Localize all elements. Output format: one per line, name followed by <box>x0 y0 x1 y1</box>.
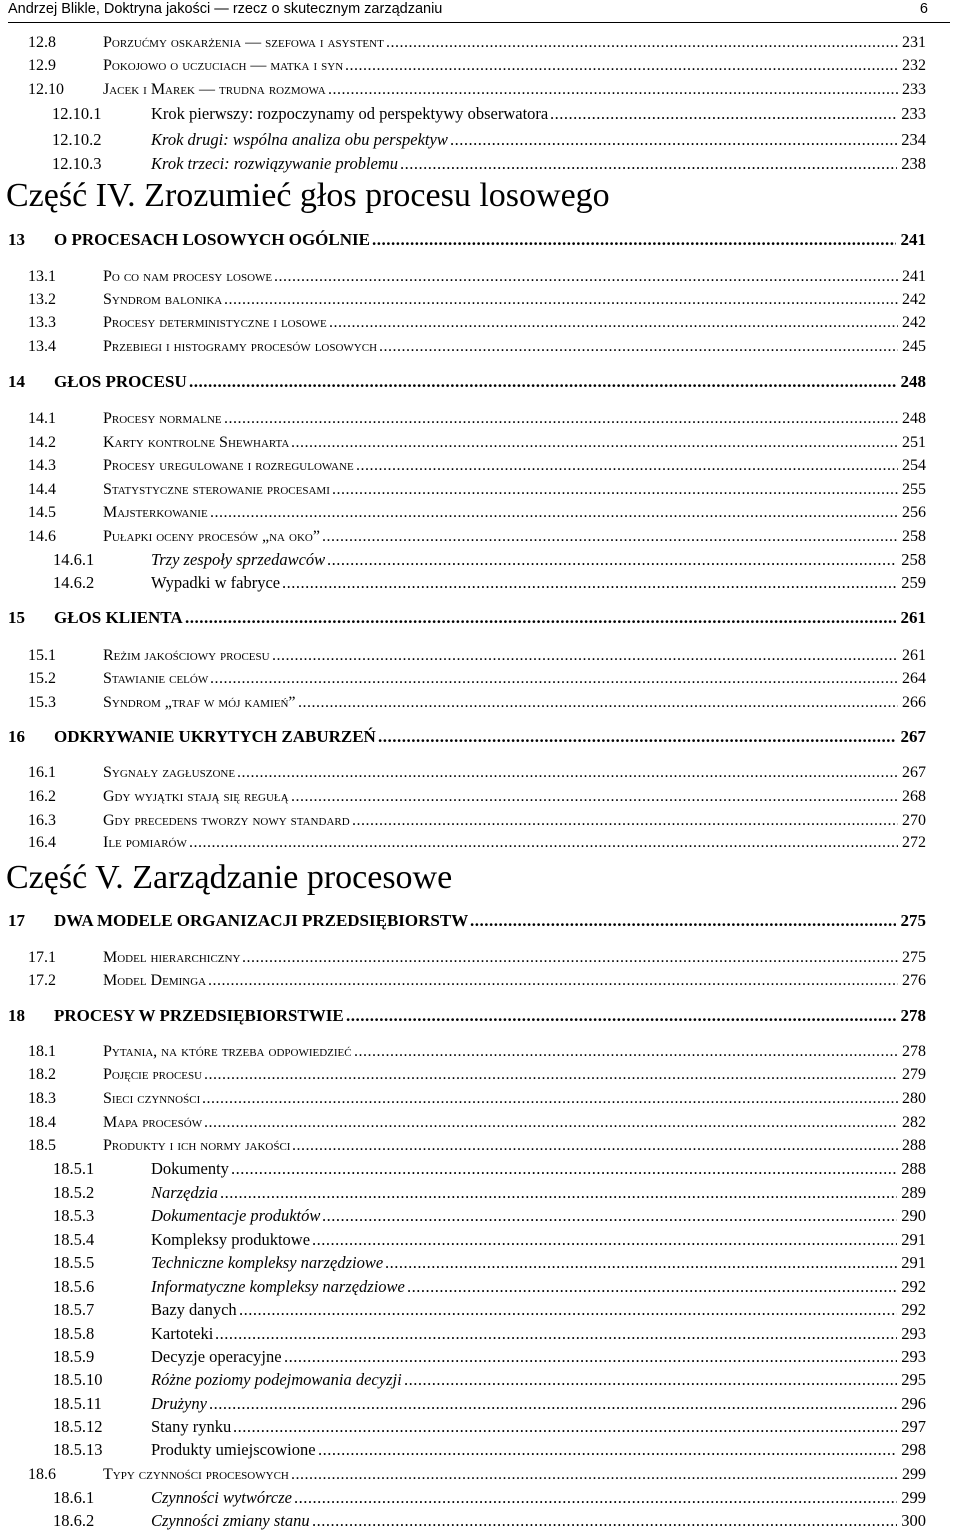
dot-leader <box>379 336 898 358</box>
toc-entry[interactable] <box>0 1064 926 1086</box>
toc-entry[interactable] <box>0 1487 926 1509</box>
dot-leader <box>354 1041 898 1063</box>
toc-entry-number: 18.5.12 <box>53 1417 103 1436</box>
toc-entry-page: 245 <box>900 336 926 358</box>
toc-entry-page: 242 <box>900 312 926 334</box>
toc-entry[interactable] <box>0 1182 926 1204</box>
toc-entry-number: 18.1 <box>28 1043 56 1060</box>
toc-entry-page: 290 <box>901 1206 926 1225</box>
toc-entry[interactable] <box>0 970 926 992</box>
toc-entry-title: ODKRYWANIE UKRYTYCH ZABURZEŃ <box>54 727 376 746</box>
toc-entry[interactable] <box>0 1135 926 1157</box>
toc-entry-page: 264 <box>900 668 926 690</box>
toc-entry[interactable] <box>0 1112 926 1134</box>
toc-entry[interactable] <box>0 1158 926 1180</box>
dot-leader <box>233 1416 897 1438</box>
dot-leader <box>274 266 898 288</box>
toc-entry-number: 12.10.1 <box>52 104 102 123</box>
toc-entry-title: Kompleksy produktowe <box>151 1230 311 1249</box>
dot-leader <box>294 1487 897 1509</box>
toc-entry-number: 16.3 <box>28 812 56 829</box>
toc-entry-number: 14.4 <box>28 481 56 498</box>
toc-entry-title: Procesy uregulowane i rozregulowane <box>103 457 354 474</box>
toc-entry[interactable] <box>0 1464 926 1486</box>
toc-entry[interactable] <box>0 312 926 334</box>
toc-entry-title: Po co nam procesy losowe <box>103 268 273 285</box>
dot-leader <box>327 549 897 571</box>
toc-entry-title: Typy czynności procesowych <box>103 1466 289 1483</box>
dot-leader <box>189 371 896 393</box>
dot-leader <box>291 786 898 808</box>
toc-entry-title: Czynności zmiany stanu <box>151 1511 310 1530</box>
toc-entry-title: Kartoteki <box>151 1324 214 1343</box>
toc-entry-page: 255 <box>900 479 926 501</box>
toc-entry-number: 13.4 <box>28 338 56 355</box>
toc-entry-title: Decyzje operacyjne <box>151 1347 282 1366</box>
toc-entry[interactable] <box>0 1299 926 1321</box>
toc-entry[interactable] <box>0 1393 926 1415</box>
header-title: Andrzej Blikle, Doktryna jakości — rzecz o skutecznym zarządzaniu <box>8 1 443 17</box>
toc-entry-number: 14.6.2 <box>53 573 95 592</box>
toc-entry-title: Sieci czynności <box>103 1090 201 1107</box>
toc-entry-title: Przebiegi i histogramy procesów losowych <box>103 338 378 355</box>
toc-entry-title: Trzy zespoły sprzedawców <box>151 550 326 569</box>
dot-leader <box>404 1369 897 1391</box>
toc-entry-page: 291 <box>901 1253 926 1272</box>
toc-entry-number: 15 <box>8 608 25 627</box>
dot-leader <box>328 79 898 101</box>
toc-entry[interactable] <box>0 1088 926 1110</box>
toc-entry-number: 14.5 <box>28 504 56 521</box>
dot-leader <box>372 229 896 251</box>
toc-entry[interactable] <box>0 726 926 748</box>
toc-entry-page: 282 <box>900 1112 926 1134</box>
toc-entry[interactable] <box>0 1276 926 1298</box>
toc-entry[interactable] <box>0 762 926 784</box>
toc-entry-title: DWA MODELE ORGANIZACJI PRZEDSIĘBIORSTW <box>54 911 469 930</box>
toc-entry-title: Sygnały zagłuszone <box>103 764 236 781</box>
toc-entry-title: Pytania, na które trzeba odpowiedzieć <box>103 1043 352 1060</box>
toc-entry-page: 268 <box>900 786 926 808</box>
toc-entry-number: 18.3 <box>28 1090 56 1107</box>
dot-leader <box>550 103 897 125</box>
dot-leader <box>210 502 898 524</box>
part-heading: Część V. Zarządzanie procesowe <box>6 859 453 896</box>
toc-entry-title: Mapa procesów <box>103 1114 203 1131</box>
toc-entry-page: 238 <box>901 154 926 173</box>
toc-entry-page: 300 <box>901 1511 926 1530</box>
dot-leader <box>312 1229 897 1251</box>
toc-entry-number: 14.3 <box>28 457 56 474</box>
toc-entry-title: Procesy deterministyczne i losowe <box>103 314 327 331</box>
toc-entry-number: 18.6.1 <box>53 1488 95 1507</box>
toc-entry[interactable] <box>0 1252 926 1274</box>
toc-entry-title: GŁOS KLIENTA <box>54 608 183 627</box>
toc-entry-number: 13.3 <box>28 314 56 331</box>
toc-entry-page: 276 <box>900 970 926 992</box>
toc-entry-page: 270 <box>900 810 926 832</box>
toc-entry[interactable] <box>0 1510 926 1532</box>
dot-leader <box>189 832 898 854</box>
toc-entry[interactable] <box>0 786 926 808</box>
toc-entry-title: Gdy precedens tworzy nowy standard <box>103 812 350 829</box>
toc-entry-title: PROCESY W PRZEDSIĘBIORSTWIE <box>54 1006 344 1025</box>
dot-leader <box>284 1346 897 1368</box>
toc-entry-number: 15.3 <box>28 694 56 711</box>
dot-leader <box>322 526 898 548</box>
dot-leader <box>224 408 898 430</box>
toc-entry-page: 299 <box>901 1488 926 1507</box>
toc-entry-page: 254 <box>900 455 926 477</box>
toc-entry-page: 289 <box>901 1183 926 1202</box>
toc-entry-number: 18.5.5 <box>53 1253 95 1272</box>
toc-entry-title: Jacek i Marek — trudna rozmowa <box>103 81 326 98</box>
dot-leader <box>237 762 898 784</box>
toc-entry-title: O PROCESACH LOSOWYCH OGÓLNIE <box>54 230 370 249</box>
toc-entry-page: 292 <box>901 1277 926 1296</box>
toc-entry-page: 292 <box>901 1300 926 1319</box>
toc-entry-page: 293 <box>901 1324 926 1343</box>
toc-entry-page: 248 <box>900 372 926 391</box>
dot-leader <box>298 692 898 714</box>
toc-entry-title: Pojęcie procesu <box>103 1066 203 1083</box>
toc-entry-page: 298 <box>901 1440 926 1459</box>
toc-entry-page: 278 <box>900 1006 926 1025</box>
toc-entry-page: 299 <box>900 1464 926 1486</box>
dot-leader <box>378 726 896 748</box>
dot-leader <box>185 607 896 629</box>
dot-leader <box>272 645 898 667</box>
toc-entry-page: 295 <box>901 1370 926 1389</box>
dot-leader <box>242 947 898 969</box>
toc-entry-number: 14.1 <box>28 410 56 427</box>
toc-entry[interactable] <box>0 32 926 54</box>
toc-entry-title: Bazy danych <box>151 1300 237 1319</box>
dot-leader <box>318 1439 897 1461</box>
toc-entry-number: 16.2 <box>28 788 56 805</box>
dot-leader <box>356 455 898 477</box>
dot-leader <box>312 1510 897 1532</box>
dot-leader <box>400 153 897 175</box>
toc-entry-title: Model hierarchiczny <box>103 949 241 966</box>
toc-entry-page: 297 <box>901 1417 926 1436</box>
toc-entry-page: 261 <box>900 608 926 627</box>
toc-entry-page: 291 <box>901 1230 926 1249</box>
toc-entry-number: 17.1 <box>28 949 56 966</box>
toc-entry[interactable] <box>0 336 926 358</box>
toc-entry-number: 18.5.10 <box>53 1370 103 1389</box>
toc-entry[interactable] <box>0 479 926 501</box>
toc-entry-page: 275 <box>900 947 926 969</box>
toc-entry-number: 17.2 <box>28 972 56 989</box>
toc-entry-number: 18.5.11 <box>53 1394 102 1413</box>
toc-entry[interactable] <box>0 1346 926 1368</box>
dot-leader <box>450 129 897 151</box>
toc-entry-page: 234 <box>901 130 926 149</box>
toc-entry-title: Krok trzeci: rozwiązywanie problemu <box>151 154 399 173</box>
toc-entry-title: Syndrom „traf w mój kamień” <box>103 694 296 711</box>
running-header <box>8 0 950 23</box>
toc-entry[interactable] <box>0 432 926 454</box>
toc-entry-number: 18.5.4 <box>53 1230 95 1249</box>
toc-entry-number: 18 <box>8 1006 25 1025</box>
toc-entry-title: Reżim jakościowy procesu <box>103 647 270 664</box>
toc-entry-page: 233 <box>901 104 926 123</box>
toc-entry[interactable] <box>0 408 926 430</box>
toc-entry-number: 15.1 <box>28 647 56 664</box>
toc-entry[interactable] <box>0 572 926 594</box>
toc-entry-number: 16 <box>8 727 25 746</box>
toc-entry-title: Dokumenty <box>151 1159 229 1178</box>
toc-entry[interactable] <box>0 1205 926 1227</box>
toc-entry-title: Gdy wyjątki stają się regułą <box>103 788 289 805</box>
toc-entry-number: 18.5.9 <box>53 1347 95 1366</box>
toc-entry[interactable] <box>0 502 926 524</box>
dot-leader <box>239 1299 897 1321</box>
dot-leader <box>329 312 898 334</box>
toc-entry-number: 14.6 <box>28 528 56 545</box>
dot-leader <box>332 479 898 501</box>
toc-entry-number: 18.2 <box>28 1066 56 1083</box>
toc-entry-page: 241 <box>900 230 926 249</box>
toc-entry[interactable] <box>0 153 926 175</box>
toc-entry[interactable] <box>0 1005 926 1027</box>
toc-entry-number: 14.2 <box>28 434 56 451</box>
dot-leader <box>470 910 896 932</box>
toc-entry-title: Syndrom balonika <box>103 291 223 308</box>
dot-leader <box>204 1064 898 1086</box>
toc-entry-page: 296 <box>901 1394 926 1413</box>
toc-entry[interactable] <box>0 832 926 854</box>
toc-entry-number: 18.5.13 <box>53 1440 103 1459</box>
toc-entry-number: 18.5 <box>28 1137 56 1154</box>
toc-entry-number: 15.2 <box>28 670 56 687</box>
toc-entry-number: 12.9 <box>28 57 56 74</box>
toc-entry-page: 279 <box>900 1064 926 1086</box>
toc-entry[interactable] <box>0 526 926 548</box>
toc-entry-title: Krok pierwszy: rozpoczynamy od perspektywy obserwatora <box>151 104 549 123</box>
toc-entry-title: Drużyny <box>151 1394 207 1413</box>
dot-leader <box>210 668 898 690</box>
toc-entry-page: 258 <box>901 550 926 569</box>
toc-entry[interactable] <box>0 266 926 288</box>
toc-entry[interactable] <box>0 1323 926 1345</box>
toc-entry-title: Stany rynku <box>151 1417 232 1436</box>
toc-entry-number: 16.1 <box>28 764 56 781</box>
dot-leader <box>215 1323 897 1345</box>
toc-entry[interactable] <box>0 645 926 667</box>
toc-entry-title: Pułapki oceny procesów „na oko” <box>103 528 320 545</box>
dot-leader <box>345 55 898 77</box>
toc-entry-page: 232 <box>900 55 926 77</box>
toc-entry-title: Model Deminga <box>103 972 207 989</box>
toc-entry-title: Krok drugi: wspólna analiza obu perspektyw <box>151 130 448 149</box>
dot-leader <box>208 970 898 992</box>
toc-entry[interactable] <box>0 371 926 393</box>
toc-entry-title: Pokojowo o uczuciach — matka i syn <box>103 57 344 74</box>
toc-entry-page: 288 <box>901 1159 926 1178</box>
toc-entry-number: 18.5.1 <box>53 1159 95 1178</box>
toc-entry-title: Techniczne kompleksy narzędziowe <box>151 1253 384 1272</box>
toc-entry-page: 258 <box>900 526 926 548</box>
toc-entry-page: 267 <box>900 727 926 746</box>
toc-entry[interactable] <box>0 607 926 629</box>
toc-entry-number: 17 <box>8 911 25 930</box>
toc-entry-title: Dokumentacje produktów <box>151 1206 321 1225</box>
toc-entry-number: 12.8 <box>28 34 56 51</box>
toc-entry[interactable] <box>0 549 926 571</box>
toc-entry-number: 16.4 <box>28 834 56 851</box>
dot-leader <box>220 1182 897 1204</box>
toc-entry-title: Ile pomiarów <box>103 834 187 851</box>
toc-entry-title: Porzućmy oskarżenia — szefowa i asystent <box>103 34 384 51</box>
toc-entry-number: 18.5.2 <box>53 1183 95 1202</box>
toc-entry-page: 266 <box>900 692 926 714</box>
toc-entry-number: 13.2 <box>28 291 56 308</box>
toc-entry-title: Statystyczne sterowanie procesami <box>103 481 330 498</box>
toc-entry[interactable] <box>0 1229 926 1251</box>
toc-entry-page: 256 <box>900 502 926 524</box>
toc-entry-title: Narzędzia <box>151 1183 218 1202</box>
dot-leader <box>352 810 898 832</box>
toc-entry[interactable] <box>0 947 926 969</box>
toc-entry-title: Stawianie celów <box>103 670 209 687</box>
dot-leader <box>385 1252 897 1274</box>
toc-entry-page: 261 <box>900 645 926 667</box>
dot-leader <box>346 1005 896 1027</box>
toc-entry-number: 18.5.6 <box>53 1277 95 1296</box>
toc-entry-number: 13 <box>8 230 25 249</box>
toc-entry[interactable] <box>0 129 926 151</box>
toc-entry-number: 18.5.3 <box>53 1206 95 1225</box>
toc-entry-number: 12.10.3 <box>52 154 102 173</box>
dot-leader <box>407 1276 897 1298</box>
toc-entry-page: 272 <box>900 832 926 854</box>
dot-leader <box>386 32 898 54</box>
toc-entry-number: 12.10 <box>28 81 64 98</box>
toc-entry-page: 233 <box>900 79 926 101</box>
toc-entry-page: 231 <box>900 32 926 54</box>
toc-entry[interactable] <box>0 810 926 832</box>
toc-entry-title: Produkty i ich normy jakości <box>103 1137 291 1154</box>
dot-leader <box>291 1464 898 1486</box>
toc-entry-page: 251 <box>900 432 926 454</box>
toc-entry[interactable] <box>0 1041 926 1063</box>
toc-entry-number: 14.6.1 <box>53 550 95 569</box>
dot-leader <box>209 1393 897 1415</box>
toc-entry-page: 242 <box>900 289 926 311</box>
dot-leader <box>291 432 898 454</box>
toc-entry[interactable] <box>0 692 926 714</box>
toc-entry[interactable] <box>0 289 926 311</box>
toc-entry-number: 12.10.2 <box>52 130 102 149</box>
toc-entry-page: 293 <box>901 1347 926 1366</box>
toc-entry-page: 248 <box>900 408 926 430</box>
dot-leader <box>224 289 898 311</box>
toc-entry-number: 18.5.7 <box>53 1300 95 1319</box>
toc-entry-number: 18.6.2 <box>53 1511 95 1530</box>
toc-entry-title: GŁOS PROCESU <box>54 372 187 391</box>
part-heading: Część IV. Zrozumieć głos procesu losowego <box>6 177 610 214</box>
toc-entry-page: 275 <box>900 911 926 930</box>
toc-entry[interactable] <box>0 1369 926 1391</box>
toc-entry-page: 278 <box>900 1041 926 1063</box>
dot-leader <box>231 1158 897 1180</box>
toc-entry-title: Produkty umiejscowione <box>151 1440 316 1459</box>
toc-entry-title: Czynności wytwórcze <box>151 1488 292 1507</box>
dot-leader <box>322 1205 897 1227</box>
header-page-number: 6 <box>919 1 928 17</box>
toc-entry-title: Majsterkowanie <box>103 504 208 521</box>
toc-entry[interactable] <box>0 455 926 477</box>
toc-entry-page: 280 <box>900 1088 926 1110</box>
toc-entry-number: 13.1 <box>28 268 56 285</box>
toc-entry-page: 288 <box>900 1135 926 1157</box>
toc-entry-page: 267 <box>900 762 926 784</box>
toc-entry-page: 259 <box>901 573 926 592</box>
toc-entry[interactable] <box>0 103 926 125</box>
dot-leader <box>204 1112 898 1134</box>
toc-entry-title: Karty kontrolne Shewharta <box>103 434 290 451</box>
toc-entry[interactable] <box>0 668 926 690</box>
toc-entry[interactable] <box>0 1439 926 1461</box>
toc-entry-number: 14 <box>8 372 25 391</box>
dot-leader <box>292 1135 898 1157</box>
toc-entry-title: Informatyczne kompleksy narzędziowe <box>151 1277 405 1296</box>
toc-entry-title: Różne poziomy podejmowania decyzji <box>151 1370 402 1389</box>
toc-entry-number: 18.4 <box>28 1114 56 1131</box>
toc-entry-number: 18.6 <box>28 1466 56 1483</box>
toc-entry-page: 241 <box>900 266 926 288</box>
toc-entry[interactable] <box>0 229 926 251</box>
toc-entry-number: 18.5.8 <box>53 1324 95 1343</box>
toc-entry-title: Procesy normalne <box>103 410 222 427</box>
toc-entry[interactable] <box>0 910 926 932</box>
toc-entry[interactable] <box>0 79 926 101</box>
toc-entry[interactable] <box>0 55 926 77</box>
toc-entry-title: Wypadki w fabryce <box>151 573 281 592</box>
dot-leader <box>282 572 897 594</box>
toc-entry[interactable] <box>0 1416 926 1438</box>
dot-leader <box>202 1088 898 1110</box>
